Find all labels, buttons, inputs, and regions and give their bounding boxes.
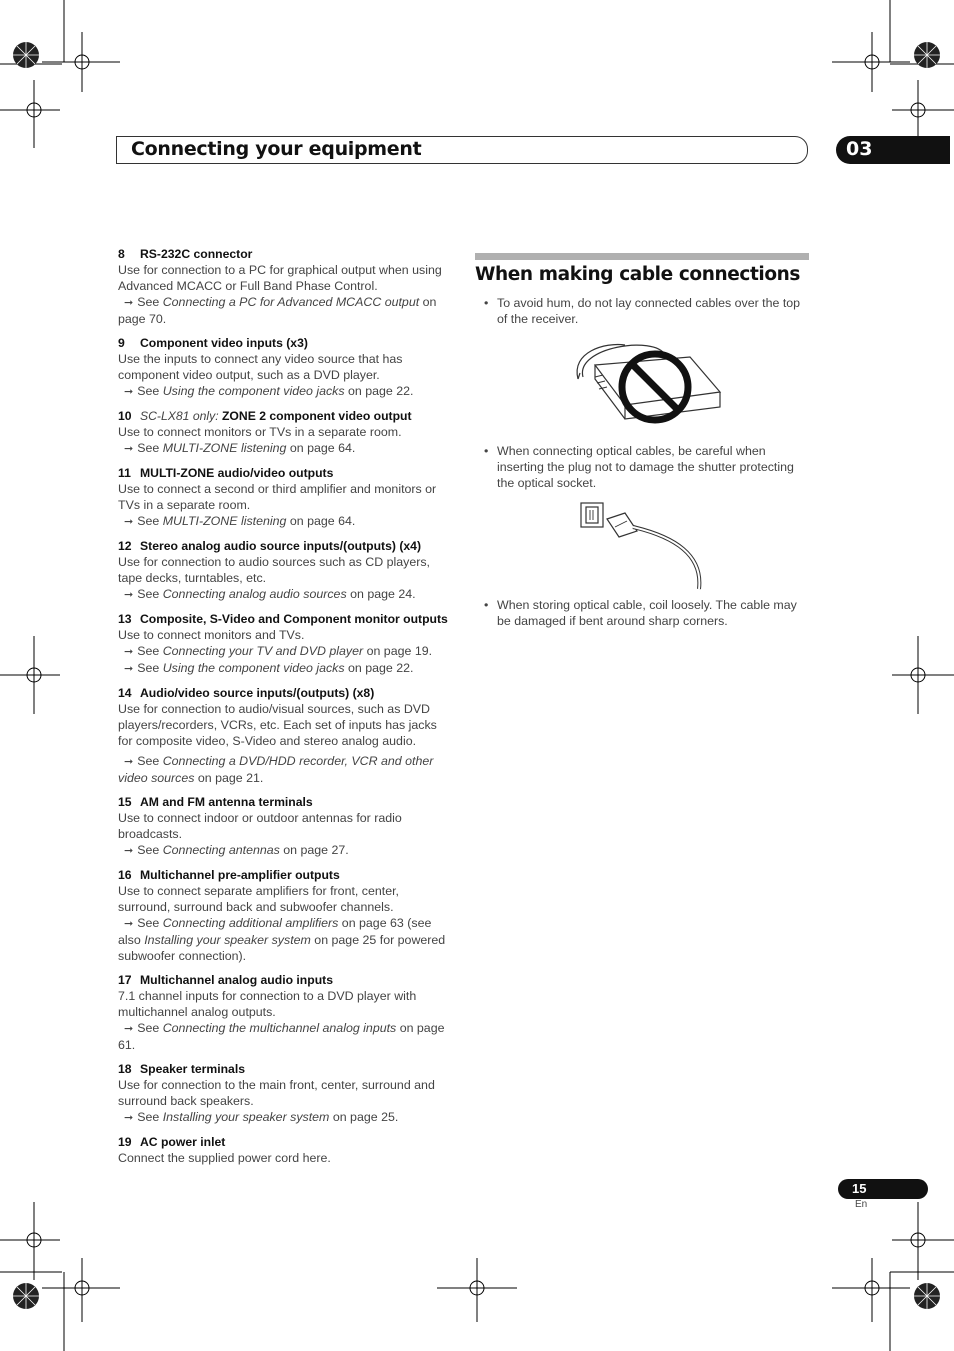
cross-reference: ➞ See Connecting a DVD/HDD recorder, VCR and other video sources on page 21. <box>118 754 434 785</box>
item-body: 7.1 channel inputs for connection to a DVD player with multichannel analog outputs. <box>118 989 417 1019</box>
arrow-icon: ➞ <box>124 1112 134 1124</box>
item-body: Use for connection to audio/visual sources, such as DVD players/recorders, VCRs, etc. Each set of inputs has jacks for composite video, S-Video and stereo analog audio. <box>118 702 437 748</box>
arrow-icon: ➞ <box>124 443 134 455</box>
list-item <box>118 538 454 603</box>
item-body: Use for connection to a PC for graphical output when using Advanced MCACC or Full Band Phase Control. <box>118 263 442 293</box>
rear-panel-descriptions <box>118 246 454 1174</box>
item-heading: 13 Composite, S-Video and Component monitor outputs <box>118 612 448 626</box>
list-item <box>118 246 454 327</box>
item-heading: 10 SC-LX81 only: ZONE 2 component video output <box>118 409 412 423</box>
no-cables-over-receiver-illustration <box>475 337 809 437</box>
arrow-icon: ➞ <box>124 1023 134 1035</box>
chapter-header <box>116 136 808 164</box>
item-body: Use to connect monitors and TVs. <box>118 628 305 642</box>
arrow-icon: ➞ <box>124 297 134 309</box>
arrow-icon: ➞ <box>124 589 134 601</box>
list-item <box>118 972 454 1053</box>
bullet-item: • To avoid hum, do not lay connected cables over the top of the receiver. <box>484 296 801 326</box>
cross-reference: ➞ See Connecting a PC for Advanced MCACC output on page 70. <box>118 295 437 326</box>
item-heading: 11 MULTI-ZONE audio/video outputs <box>118 466 334 480</box>
item-body: Use for connection to the main front, center, surround and surround back speakers. <box>118 1078 435 1108</box>
item-heading: 12 Stereo analog audio source inputs/(outputs) (x4) <box>118 539 422 553</box>
arrow-icon: ➞ <box>124 845 134 857</box>
page-number: 15 <box>852 1181 867 1196</box>
cross-reference: ➞ See Using the component video jacks on page 22. <box>118 383 454 400</box>
item-heading: 8 RS-232C connector <box>118 247 253 261</box>
arrow-icon: ➞ <box>124 756 134 768</box>
chapter-number: 03 <box>846 138 873 160</box>
list-item <box>118 1061 454 1126</box>
item-body: Use to connect a second or third amplifier and monitors or TVs in a separate room. <box>118 482 437 512</box>
section-title: When making cable connections <box>475 264 801 285</box>
item-body: Connect the supplied power cord here. <box>118 1151 331 1165</box>
cross-reference: ➞ See MULTI-ZONE listening on page 64. <box>118 513 454 530</box>
item-heading: 16 Multichannel pre-amplifier outputs <box>118 868 340 882</box>
cable-connections-section <box>475 253 809 629</box>
cross-reference: ➞ See Connecting the multichannel analog inputs on page 61. <box>118 1021 445 1052</box>
optical-cable-illustration <box>475 497 809 597</box>
item-heading: 19 AC power inlet <box>118 1135 226 1149</box>
section-divider <box>475 253 809 260</box>
list-item <box>118 685 454 786</box>
cross-reference: ➞ See Connecting antennas on page 27. <box>118 842 454 859</box>
page-number-badge <box>838 1179 928 1199</box>
item-body: Use for connection to audio sources such as CD players, tape decks, turntables, etc. <box>118 555 430 585</box>
arrow-icon: ➞ <box>124 918 134 930</box>
list-item <box>118 408 454 457</box>
list-item <box>118 611 454 677</box>
arrow-icon: ➞ <box>124 646 134 658</box>
cross-reference: ➞ See MULTI-ZONE listening on page 64. <box>118 440 454 457</box>
list-item <box>118 867 454 964</box>
item-heading: 14 Audio/video source inputs/(outputs) (x8) <box>118 686 375 700</box>
language-code: En <box>855 1199 868 1210</box>
cross-reference: ➞ See Connecting analog audio sources on page 24. <box>118 586 454 603</box>
cross-reference: ➞ See Using the component video jacks on page 22. <box>118 660 454 677</box>
item-heading: 17 Multichannel analog audio inputs <box>118 973 333 987</box>
item-heading: 15 AM and FM antenna terminals <box>118 795 313 809</box>
cross-reference: ➞ See Connecting additional amplifiers on page 63 (see also Installing your speaker system on page 25 for powered subwoofer connection). <box>118 916 446 963</box>
item-heading: 18 Speaker terminals <box>118 1062 246 1076</box>
chapter-title: Connecting your equipment <box>131 138 422 160</box>
item-body: Use the inputs to connect any video source that has component video output, such as a DVD player. <box>118 352 403 382</box>
arrow-icon: ➞ <box>124 663 134 675</box>
bullet-item: • When storing optical cable, coil loosely. The cable may be damaged if bent around sharp corners. <box>484 598 797 628</box>
chapter-number-badge <box>836 136 950 164</box>
arrow-icon: ➞ <box>124 516 134 528</box>
item-body: Use to connect indoor or outdoor antennas for radio broadcasts. <box>118 811 402 841</box>
list-item <box>118 794 454 859</box>
list-item <box>118 335 454 400</box>
item-body: Use to connect separate amplifiers for front, center, surround, surround back and subwoofer channels. <box>118 884 399 914</box>
cross-reference: ➞ See Connecting your TV and DVD player on page 19. <box>118 643 454 660</box>
item-body: Use to connect monitors or TVs in a separate room. <box>118 425 402 439</box>
arrow-icon: ➞ <box>124 386 134 398</box>
list-item <box>118 465 454 530</box>
cross-reference: ➞ See Installing your speaker system on page 25. <box>118 1109 454 1126</box>
bullet-item: • When connecting optical cables, be careful when inserting the plug not to damage the shutter protecting the optical socket. <box>484 444 794 490</box>
item-heading: 9 Component video inputs (x3) <box>118 336 308 350</box>
list-item <box>118 1134 454 1166</box>
